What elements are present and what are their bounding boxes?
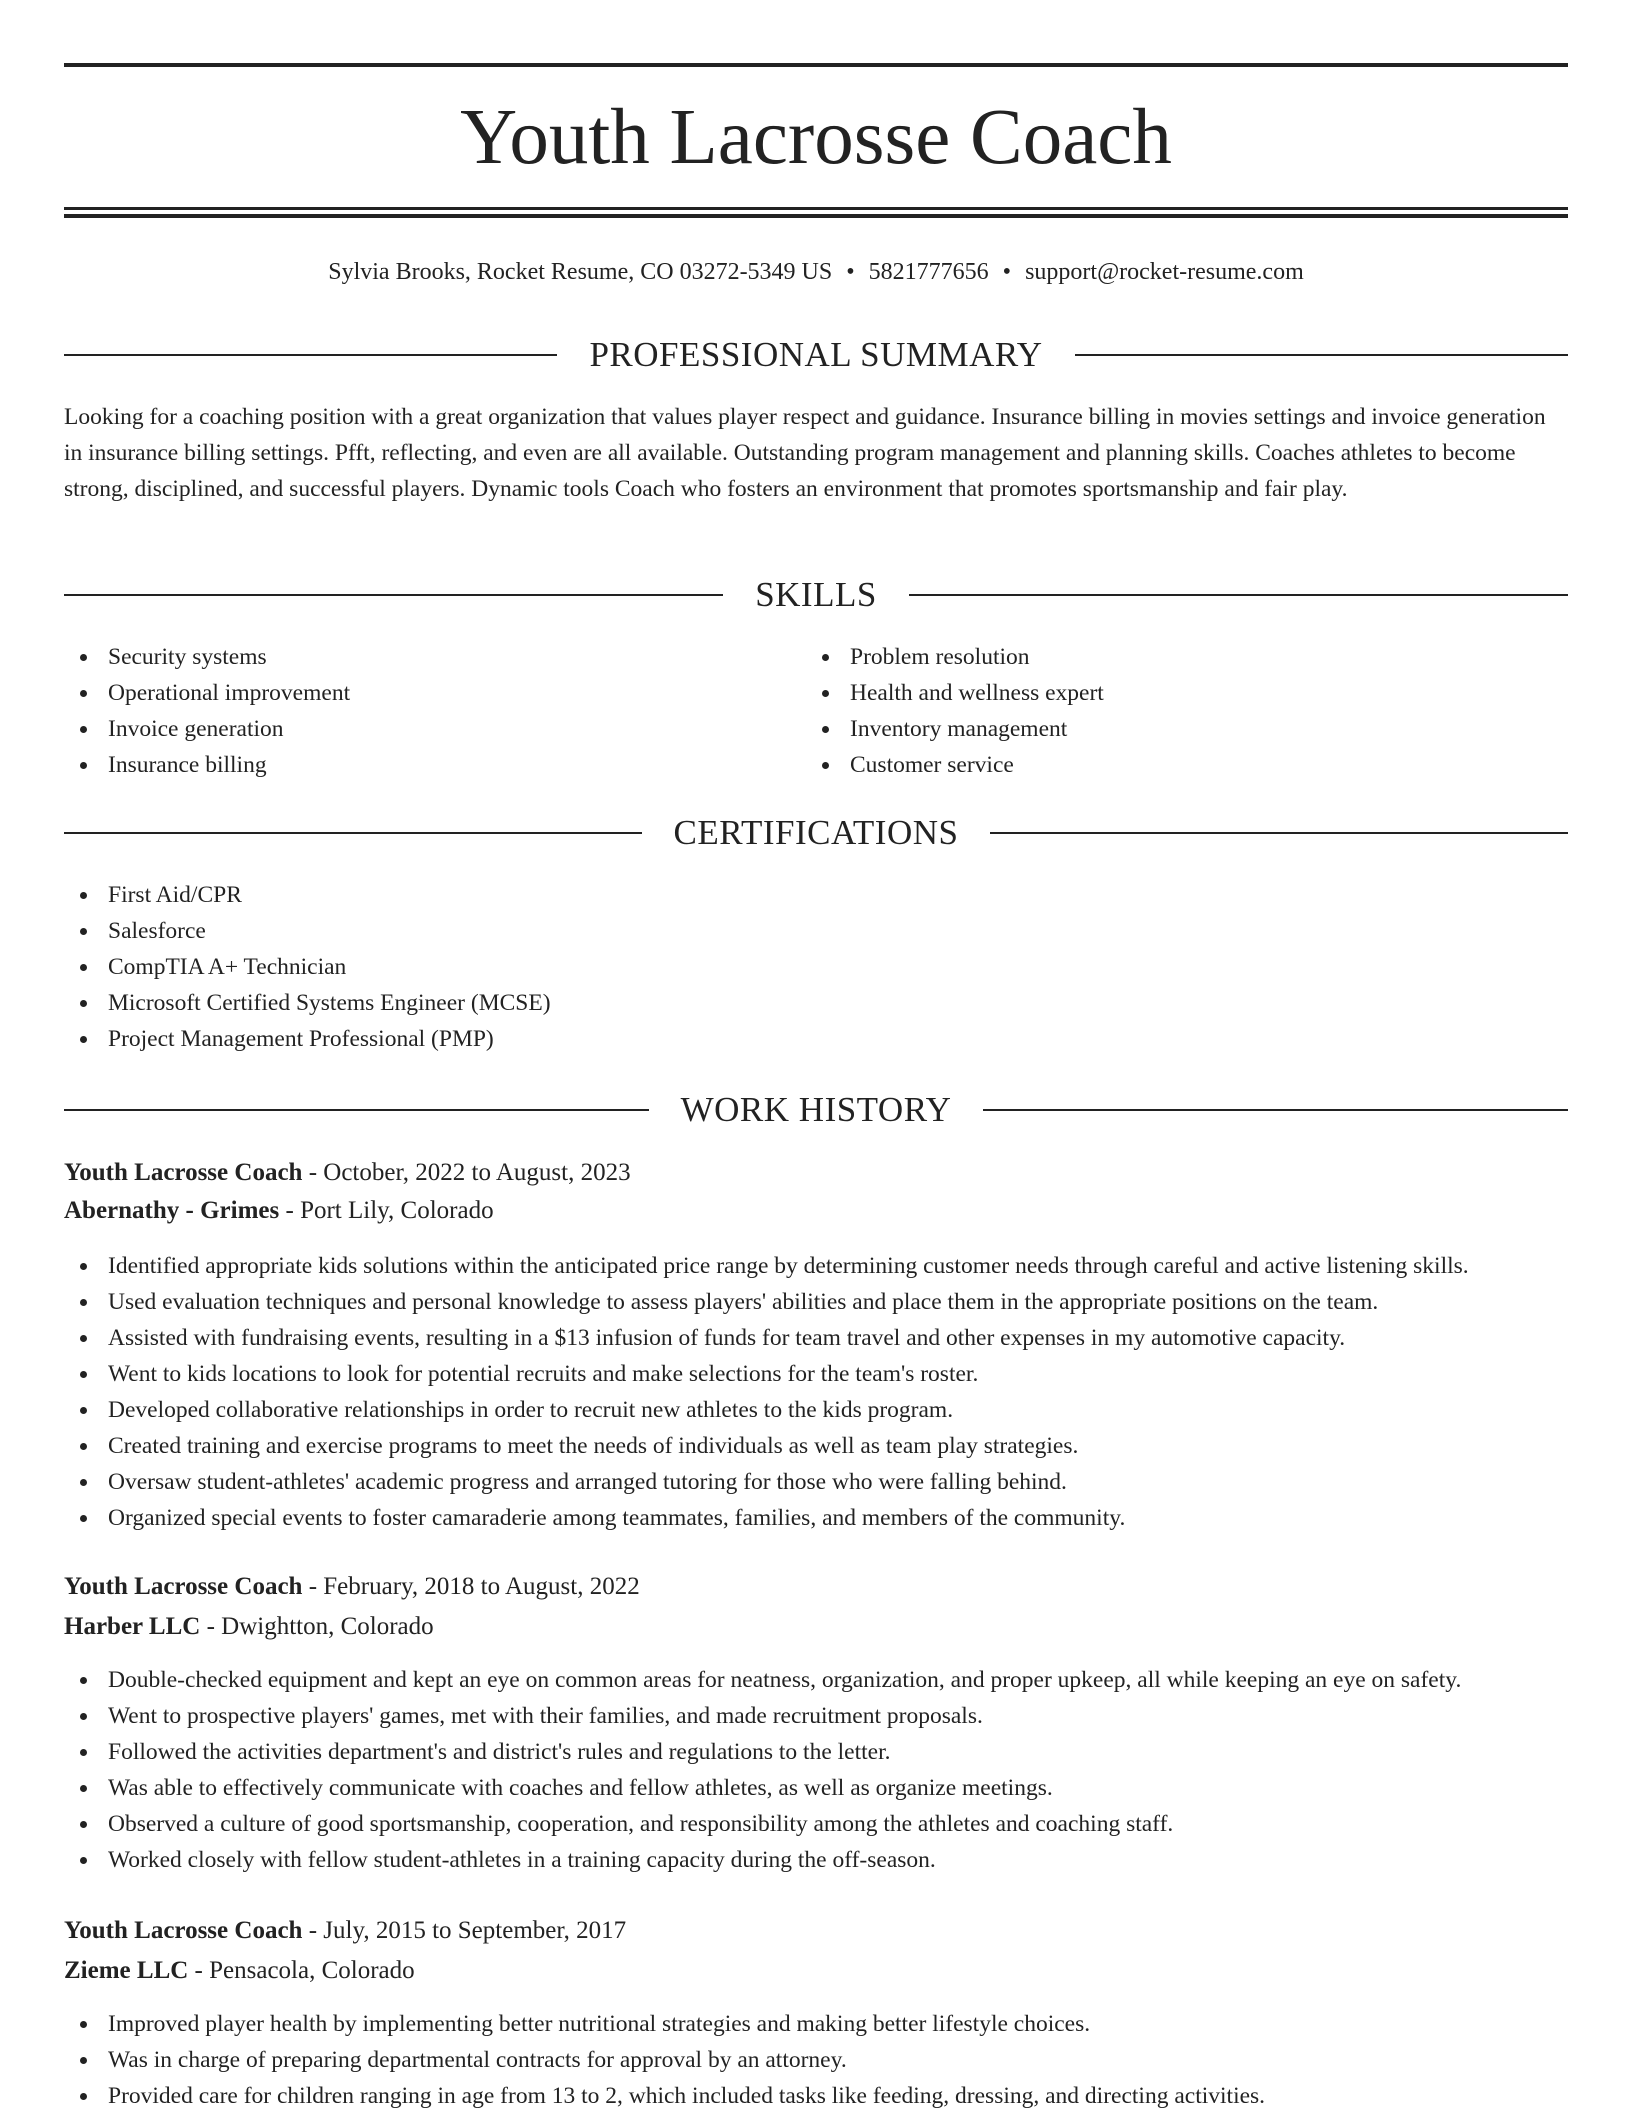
- section-heading-certifications: [64, 811, 1568, 855]
- job-title-line: [64, 1912, 1568, 1950]
- resume-title: Youth Lacrosse Coach: [460, 94, 1172, 181]
- header-double-rule: [64, 214, 1568, 218]
- skills-list-left: [64, 639, 764, 783]
- skill-item: Inventory management: [806, 711, 1506, 747]
- certification-item: Microsoft Certified Systems Engineer (MCSE): [64, 985, 1564, 1021]
- skill-item: Health and wellness expert: [806, 675, 1506, 711]
- heading-rule: [64, 594, 723, 596]
- heading-rule: [64, 832, 642, 834]
- certifications-list: [64, 877, 1564, 1057]
- job-company-line: [64, 1952, 1568, 1990]
- job-company-line: [64, 1192, 1568, 1230]
- skill-item: Invoice generation: [64, 711, 764, 747]
- section-heading-work-history: [64, 1088, 1568, 1132]
- job-bullet-list: [64, 1662, 1568, 1878]
- skill-item: Operational improvement: [64, 675, 764, 711]
- job-company-line: [64, 1608, 1568, 1646]
- job-bullet: Developed collaborative relationships in order to recruit new athletes to the kids program.: [64, 1392, 1568, 1428]
- section-heading-summary: [64, 333, 1568, 377]
- job-title: Youth Lacrosse Coach: [64, 1159, 303, 1186]
- contact-email: support@rocket-resume.com: [1025, 259, 1304, 285]
- job-dates: - February, 2018 to August, 2022: [302, 1573, 640, 1600]
- job-bullet: Was in charge of preparing departmental contracts for approval by an attorney.: [64, 2042, 1568, 2078]
- job-bullet: Created training and exercise programs to meet the needs of individuals as well as team play strategies.: [64, 1428, 1568, 1464]
- job-bullet: Identified appropriate kids solutions within the anticipated price range by determining customer needs through careful and active listening skills.: [64, 1248, 1568, 1284]
- certification-item: Salesforce: [64, 913, 1564, 949]
- skills-list-right: [806, 639, 1506, 783]
- separator-dot: •: [1002, 259, 1012, 285]
- job-bullet: Provided care for children ranging in age from 13 to 2, which included tasks like feeding, dressing, and directing activities.: [64, 2078, 1568, 2114]
- skill-item: Insurance billing: [64, 747, 764, 783]
- contact-line: [64, 252, 1568, 292]
- header-double-rule: [64, 207, 1568, 210]
- job-company: Abernathy - Grimes: [64, 1197, 280, 1224]
- job-bullet: Used evaluation techniques and personal knowledge to assess players' abilities and place them in the appropriate positions on the team.: [64, 1284, 1568, 1320]
- job-bullet: Was able to effectively communicate with coaches and fellow athletes, as well as organize meetings.: [64, 1770, 1568, 1806]
- job-company: Harber LLC: [64, 1613, 201, 1640]
- certification-item: Project Management Professional (PMP): [64, 1021, 1564, 1057]
- skill-item: Security systems: [64, 639, 764, 675]
- skill-item: Problem resolution: [806, 639, 1506, 675]
- heading-rule: [983, 1109, 1568, 1111]
- section-title: WORK HISTORY: [680, 1090, 952, 1129]
- heading-rule: [1075, 354, 1568, 356]
- job-location: - Dwightton, Colorado: [200, 1613, 434, 1640]
- heading-rule: [909, 594, 1568, 596]
- job-location: - Pensacola, Colorado: [188, 1957, 415, 1984]
- job-dates: - July, 2015 to September, 2017: [302, 1917, 627, 1944]
- job-bullet-list: [64, 1248, 1568, 1536]
- skill-item: Customer service: [806, 747, 1506, 783]
- job-title: Youth Lacrosse Coach: [64, 1573, 303, 1600]
- job-company: Zieme LLC: [64, 1957, 189, 1984]
- job-bullet: Observed a culture of good sportsmanship, cooperation, and responsibility among the athletes and coaching staff.: [64, 1806, 1568, 1842]
- certification-item: CompTIA A+ Technician: [64, 949, 1564, 985]
- contact-address: Sylvia Brooks, Rocket Resume, CO 03272-5349 US: [328, 259, 833, 285]
- job-location: - Port Lily, Colorado: [279, 1197, 494, 1224]
- job-bullet: Oversaw student-athletes' academic progress and arranged tutoring for those who were falling behind.: [64, 1464, 1568, 1500]
- section-title: SKILLS: [755, 575, 877, 614]
- contact-phone: 5821777656: [868, 259, 989, 285]
- job-bullet-list: [64, 2006, 1568, 2114]
- job-bullet: Worked closely with fellow student-athletes in a training capacity during the off-season.: [64, 1842, 1568, 1878]
- certification-item: First Aid/CPR: [64, 877, 1564, 913]
- heading-rule: [64, 1109, 649, 1111]
- job-title: Youth Lacrosse Coach: [64, 1917, 303, 1944]
- separator-dot: •: [846, 259, 855, 285]
- job-dates: - October, 2022 to August, 2023: [302, 1159, 631, 1186]
- header-top-rule: [64, 63, 1568, 67]
- job-bullet: Followed the activities department's and district's rules and regulations to the letter.: [64, 1734, 1568, 1770]
- summary-text: Looking for a coaching position with a great organization that values player respect and guidance. Insurance billing in movies settings and invoice generation in insurance billing settings. Pfft, reflecting, and even are all available. Outstanding program management and planning skills. Coaches athletes to become strong, disciplined, and successful players. Dynamic tools Coach who fosters an environment that promotes sportsmanship and fair play.: [64, 404, 1546, 502]
- job-bullet: Went to kids locations to look for potential recruits and make selections for the team's roster.: [64, 1356, 1568, 1392]
- section-heading-skills: [64, 573, 1568, 617]
- heading-rule: [990, 832, 1568, 834]
- section-title: PROFESSIONAL SUMMARY: [589, 335, 1043, 374]
- job-bullet: Improved player health by implementing better nutritional strategies and making better lifestyle choices.: [64, 2006, 1568, 2042]
- job-bullet: Assisted with fundraising events, resulting in a $13 infusion of funds for team travel and other expenses in my automotive capacity.: [64, 1320, 1568, 1356]
- job-title-line: [64, 1568, 1568, 1606]
- job-bullet: Organized special events to foster camaraderie among teammates, families, and members of the community.: [64, 1500, 1568, 1536]
- heading-rule: [64, 354, 557, 356]
- job-bullet: Double-checked equipment and kept an eye on common areas for neatness, organization, and proper upkeep, all while keeping an eye on safety.: [64, 1662, 1568, 1698]
- job-bullet: Went to prospective players' games, met with their families, and made recruitment proposals.: [64, 1698, 1568, 1734]
- job-title-line: [64, 1154, 1568, 1192]
- section-title: CERTIFICATIONS: [673, 813, 959, 852]
